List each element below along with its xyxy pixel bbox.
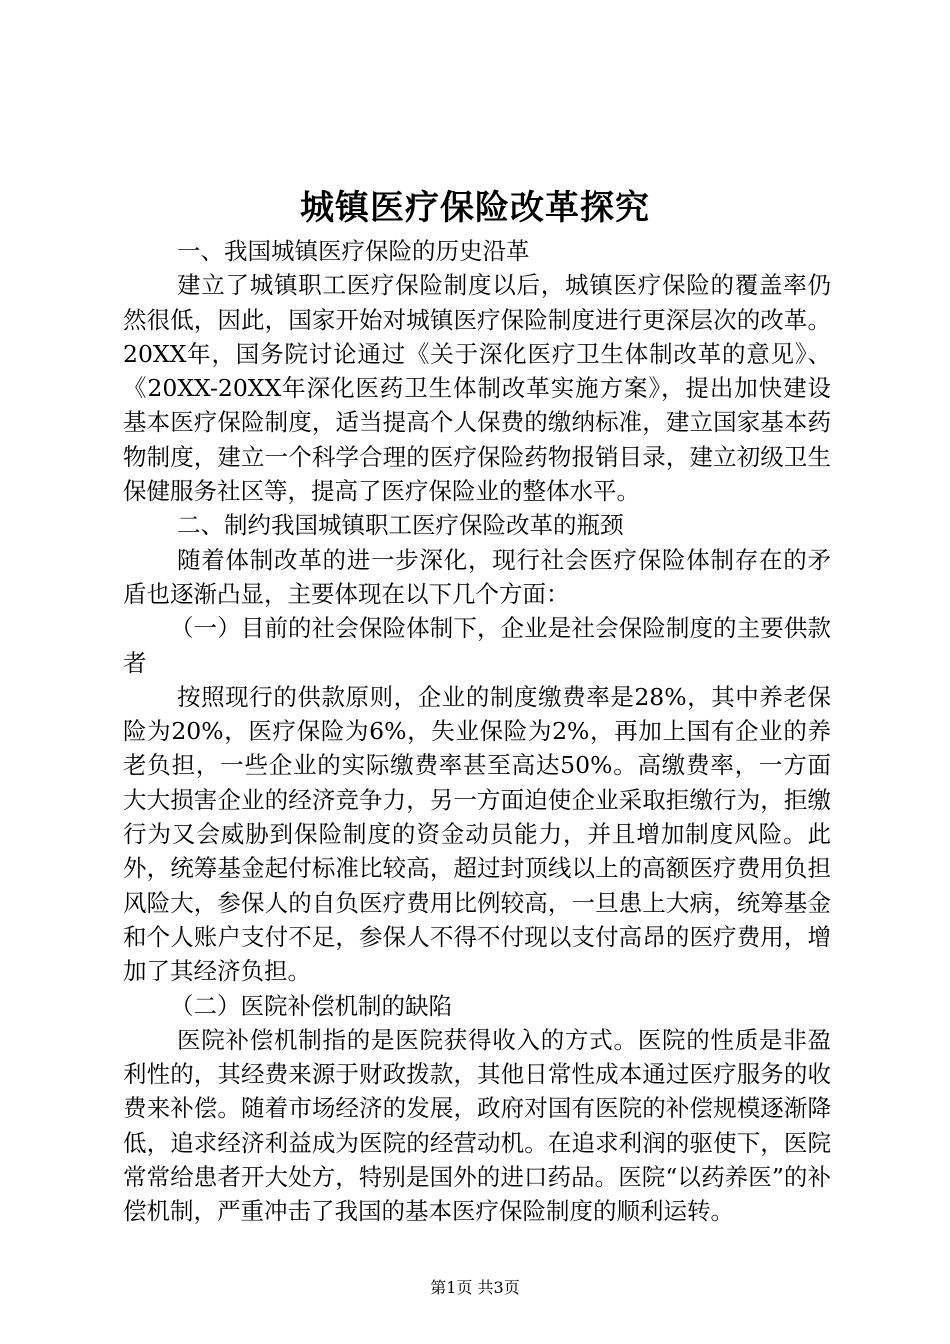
section-heading-2: 二、制约我国城镇职工医疗保险改革的瓶颈 — [177, 511, 624, 540]
paragraph-history: 建立了城镇职工医疗保险制度以后，城镇医疗保险的覆盖率仍然很低，因此，国家开始对城镇医疗保险制度进行更深层次的改革。20XX年，国务院讨论通过《关于深化医疗卫生体制改革的意见》、《20XX-20XX年深化医药卫生体制改革实施方案》，提出加快建设基本医疗保险制度，适当提高个人保费的缴纳标准，建立国家基本药物制度，建立一个科学合理的医疗保险药物报销目录，建立初级卫生保健服务社区等，提高了医疗保险业的整体水平。 — [123, 271, 831, 506]
subsection-heading-2: （二）医院补偿机制的缺陷 — [170, 991, 452, 1020]
paragraph-intro: 随着体制改革的进一步深化，现行社会医疗保险体制存在的矛盾也逐渐凸显，主要体现在以下几个方面： — [123, 545, 831, 608]
section-heading-1: 一、我国城镇医疗保险的历史沿革 — [177, 237, 530, 265]
page-number: 第1页 共3页 — [430, 1278, 520, 1297]
document-body — [123, 234, 831, 1229]
document-title: 城镇医疗保险改革探究 — [300, 188, 650, 228]
paragraph-contribution: 按照现行的供款原则，企业的制度缴费率是28%，其中养老保险为20%，医疗保险为6%，失业保险为2%，再加上国有企业的养老负担，一些企业的实际缴费率甚至高达50%。高缴费率，一方面大大损害企业的经济竞争力，另一方面迫使企业采取拒缴行为，拒缴行为又会威胁到保险制度的资金动员能力，并且增加制度风险。此外，统筹基金起付标准比较高，超过封顶线以上的高额医疗费用负担风险大，参保人的自负医疗费用比例较高，一旦患上大病，统筹基金和个人账户支付不足，参保人不得不付现以支付高昂的医疗费用，增加了其经济负担。 — [123, 682, 831, 986]
paragraph-compensation: 医院补偿机制指的是医院获得收入的方式。医院的性质是非盈利性的，其经费来源于财政拨款，其他日常性成本通过医疗服务的收费来补偿。随着市场经济的发展，政府对国有医院的补偿规模逐渐降低，追求经济利益成为医院的经营动机。在追求利润的驱使下，医院常常给患者开大处方，特别是国外的进口药品。医院“以药养医”的补偿机制，严重冲击了我国的基本医疗保险制度的顺利运转。 — [123, 1025, 831, 1226]
subsection-heading-1: （一）目前的社会保险体制下，企业是社会保险制度的主要供款者 — [123, 614, 831, 677]
